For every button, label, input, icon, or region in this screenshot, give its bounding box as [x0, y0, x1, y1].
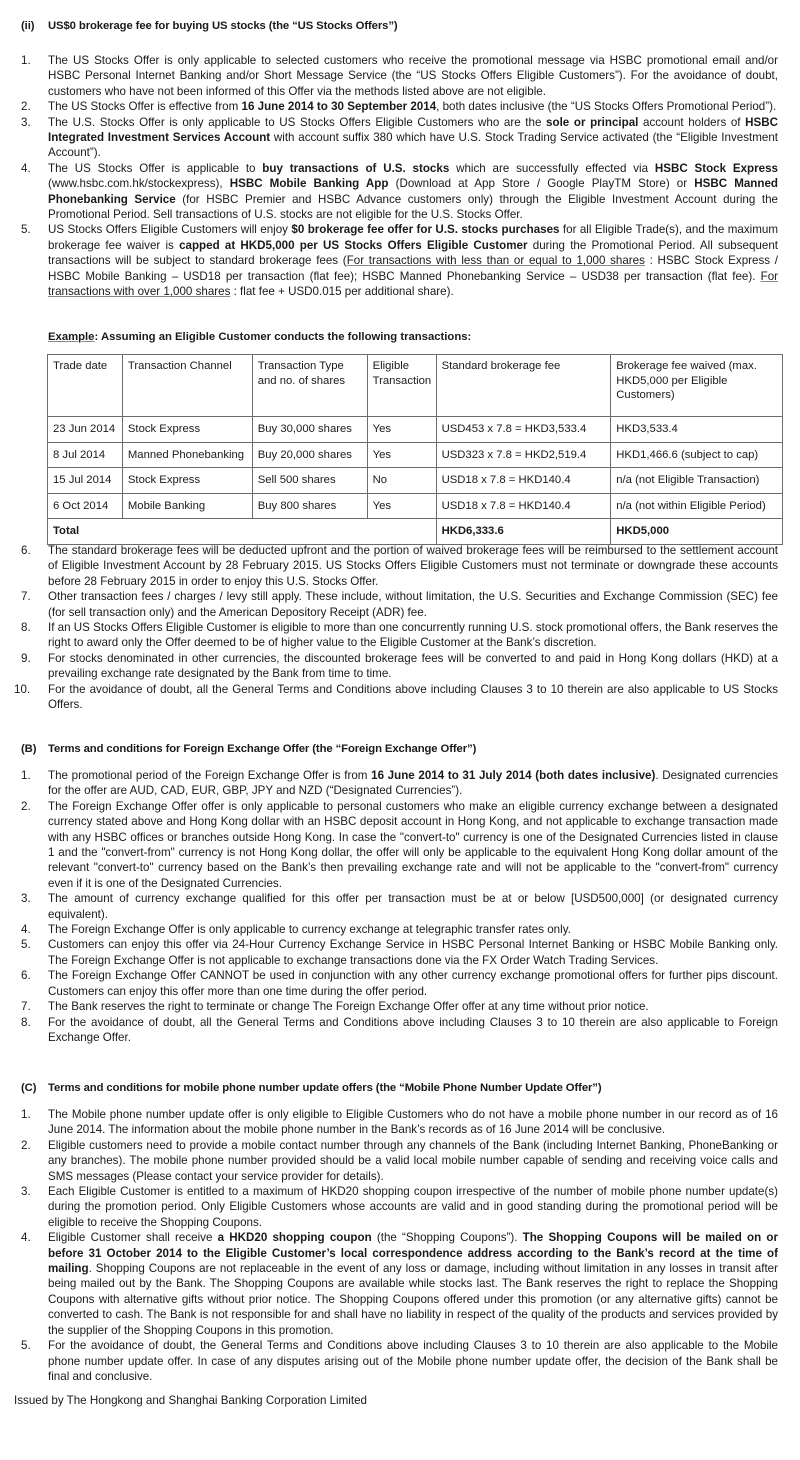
clause-number: 4.: [21, 1231, 31, 1245]
clause-emphasis: capped at HKD5,000 per US Stocks Offers Eligible Customer: [179, 238, 528, 252]
cell-eligible: Yes: [367, 417, 436, 443]
table-row: [48, 493, 783, 519]
clause-item: [0, 1138, 800, 1184]
clause-text: which are successfully effected via: [449, 161, 655, 175]
cell-type: Buy 30,000 shares: [252, 417, 367, 443]
clause-emphasis: buy transactions of U.S. stocks: [262, 161, 450, 175]
cell-eligible: Yes: [367, 493, 436, 519]
clause-item: [0, 1107, 800, 1138]
clause-emphasis: HSBC Integrated Investment Services Account: [48, 115, 779, 145]
clause-emphasis: The Shopping Coupons will be mailed on or before 31 October 2014 to the Eligible Customer’s local correspondence address according to the Bank’s record at the time of mailing: [48, 1231, 778, 1276]
clause-text: The U.S. Stocks Offer is only applicable to US Stocks Offers Eligible Customers who are the: [48, 115, 547, 129]
section-c-clauses: [0, 1107, 800, 1384]
clause-number: 1.: [21, 54, 31, 67]
example-caption: Example: Assuming an Eligible Customer conducts the following transactions:: [48, 331, 472, 343]
clause-item: [0, 1338, 800, 1384]
clause-text: (for HSBC Premier and HSBC Advance customers only) through the Eligible Investment Account during the Promotional Period. Sell transactions of U.S. stocks are not eligible for the U.S. Stocks Offer.: [48, 192, 778, 222]
header-eligible: Eligible Transaction: [367, 355, 436, 417]
clause-number: 7.: [21, 590, 31, 604]
cell-trade-date: 15 Jul 2014: [48, 468, 123, 494]
clause-item: [0, 1015, 800, 1046]
clause-text: If an US Stocks Offers Eligible Customer is eligible to more than one concurrently running U.S. stock promotional offers, the Bank reserves the right to award only the Offer deemed to be of higher value to the Eligible Customer at the Bank’s discretion.: [48, 621, 778, 650]
clause-number: 4.: [21, 923, 31, 937]
clause-emphasis: HSBC Mobile Banking App: [229, 177, 389, 191]
clause-number: 2.: [21, 100, 31, 114]
clause-text: The Bank reserves the right to terminate or change The Foreign Exchange Offer offer at any time without prior notice.: [48, 1000, 649, 1014]
clause-number: 5.: [21, 938, 31, 952]
clause-emphasis: $0 brokerage fee offer for U.S. stocks purchases: [291, 223, 560, 237]
clause-text: (www.hsbc.com.hk/stockexpress),: [48, 177, 230, 191]
clause-text: account holders of: [638, 115, 746, 129]
clause-emphasis: 16 June 2014 to 30 September 2014: [241, 100, 437, 114]
clause-emphasis: a HKD20 shopping coupon: [217, 1231, 372, 1245]
clause-item: [0, 937, 800, 968]
table-row: [48, 442, 783, 468]
header-standard-fee: Standard brokerage fee: [436, 355, 611, 417]
table-row: [48, 417, 783, 443]
clause-text: The US Stocks Offer is only applicable to selected customers who receive the promotional message via HSBC promotional email and/or HSBC Personal Internet Banking and/or Short Message Service (the “US Stocks Offers Eligible Customers”). For the avoidance of doubt, customers who have not been informed of this Offer via the methods listed above are not eligible.: [48, 54, 778, 98]
clause-text: Eligible customers need to provide a mobile contact number through any channels of the Bank (including Internet Banking, PhoneBanking or any branches). The mobile phone number provided should be a valid local mobile number capable of sending and receiving voice calls and SMS messages (Please contact your service provider for details).: [48, 1138, 778, 1183]
cell-standard-fee: USD18 x 7.8 = HKD140.4: [436, 493, 611, 519]
clause-text: The Foreign Exchange Offer is only applicable to currency exchange at telegraphic transfer rates only.: [48, 923, 571, 937]
cell-type: Buy 800 shares: [252, 493, 367, 519]
clause-text: during the Promotional Period. All subsequent transactions will be subject to standard brokerage fees (: [48, 238, 778, 268]
clause-item: [0, 891, 800, 922]
clause-text: for all Eligible Trade(s), and the maximum brokerage fee waiver is: [48, 223, 778, 252]
clause-text: Customers can enjoy this offer via 24-Hour Currency Exchange Service in HSBC Personal Internet Banking or HSBC Mobile Banking only. The Foreign Exchange Offer is not applicable to exchange transactions done via the FX Order Watch Trading Services.: [48, 938, 778, 967]
table-row: [48, 468, 783, 494]
clause-item: [0, 922, 800, 937]
cell-channel: Mobile Banking: [122, 493, 252, 519]
cell-trade-date: 23 Jun 2014: [48, 417, 123, 443]
clause-number: 2.: [21, 1138, 31, 1152]
cell-fee-waived: n/a (not Eligible Transaction): [611, 468, 783, 494]
clause-text: , both dates inclusive (the “US Stocks Offers Promotional Period”).: [436, 100, 777, 114]
clause-emphasis: HSBC Manned Phonebanking Service: [48, 177, 779, 206]
clause-text: The Foreign Exchange Offer offer is only applicable to personal customers who make an eligible currency exchange between a designated currency stated above and Hong Kong dollar with an HSBC deposit account in Hong Kong, and not applicable to exchange transaction made with any HSBC offices or branches outside Hong Kong. In case the "convert-to" currency is one of the Designated Currencies listed in clause 1 and the "convert-from" currency is not Hong Kong dollar, the offer will only be applicable to the equivalent Hong Kong dollar amount of the relevant "convert-to" currency based on the Bank’s then prevailing exchange rate and will not be applicable to the "convert-from" currency even if it is one of the Designated Currencies.: [48, 799, 778, 890]
clause-number: 5.: [21, 1339, 31, 1353]
clause-number: 2.: [21, 799, 31, 813]
cell-standard-fee: USD323 x 7.8 = HKD2,519.4: [436, 442, 611, 468]
table-total-row: [48, 519, 783, 545]
clause-emphasis: sole or principal: [546, 115, 639, 129]
clause-text: : flat fee + USD0.015 per additional share).: [230, 285, 454, 299]
clause-item: [0, 589, 800, 620]
clause-text: The promotional period of the Foreign Exchange Offer is from: [48, 769, 372, 782]
clause-text: with account suffix 380 which have U.S. Stock Trading Service activated (the “Eligible Investment Account”).: [48, 131, 778, 160]
clause-text: The US Stocks Offer is effective from: [48, 100, 242, 114]
section-ii-heading: (ii) US$0 brokerage fee for buying US stocks (the “US Stocks Offers”): [21, 20, 398, 32]
clause-item: [0, 968, 800, 999]
clause-item: [0, 1230, 800, 1338]
clause-number: 4.: [21, 161, 31, 175]
clause-emphasis: 16 June 2014 to 31 July 2014 (both dates inclusive): [371, 769, 656, 782]
cell-fee-waived: HKD1,466.6 (subject to cap): [611, 442, 783, 468]
cell-channel: Manned Phonebanking: [122, 442, 252, 468]
cell-standard-fee: USD453 x 7.8 = HKD3,533.4: [436, 417, 611, 443]
total-standard-fee: HKD6,333.6: [436, 519, 611, 545]
clause-item: [0, 543, 800, 589]
clause-text: For the avoidance of doubt, all the General Terms and Conditions above including Clauses 3 to 10 therein are also applicable to Foreign Exchange Offer.: [48, 1015, 778, 1044]
clause-text: For transactions with less than or equal to 1,000 shares: [346, 254, 645, 268]
clause-number: 1.: [21, 1108, 31, 1121]
cell-trade-date: 8 Jul 2014: [48, 442, 123, 468]
total-fee-waived: HKD5,000: [611, 519, 783, 545]
clause-text: For the avoidance of doubt, all the General Terms and Conditions above including Clauses 3 to 10 therein are also applicable to US Stocks Offers.: [48, 682, 778, 712]
cell-trade-date: 6 Oct 2014: [48, 493, 123, 519]
clause-text: Each Eligible Customer is entitled to a maximum of HKD20 shopping coupon irrespective of the number of mobile phone number update(s) during the promotion period. Only Eligible Customers whose accounts are valid and in good standing during the promotional period will be eligible to receive the Shopping Coupons.: [48, 1185, 778, 1229]
header-channel: Transaction Channel: [122, 355, 252, 417]
header-trade-date: Trade date: [48, 355, 123, 417]
clause-item: [0, 682, 800, 713]
clause-text: (the “Shopping Coupons”).: [371, 1231, 523, 1245]
cell-type: Sell 500 shares: [252, 468, 367, 494]
example-transactions-table: [47, 354, 783, 545]
clause-text: The amount of currency exchange qualified for this offer per transaction must be at or below [USD500,000] (or designated currency equivalent).: [48, 892, 778, 921]
cell-channel: Stock Express: [122, 417, 252, 443]
clause-number: 7.: [21, 1000, 31, 1014]
total-label: Total: [48, 519, 437, 545]
section-b-clauses: [0, 768, 800, 1045]
clause-text: For the avoidance of doubt, the General Terms and Conditions above including Clauses 3 to 10 therein are also applicable to the Mobile phone number update offer. In case of any disputes arising out of the Mobile phone number update offer, the decision of the Bank shall be final and conclusive.: [48, 1339, 778, 1383]
issuer-footer: Issued by The Hongkong and Shanghai Banking Corporation Limited: [14, 1394, 367, 1407]
clause-item: [0, 115, 800, 161]
cell-channel: Stock Express: [122, 468, 252, 494]
clause-item: [0, 53, 800, 99]
clause-text: Eligible Customer shall receive: [48, 1231, 218, 1245]
clause-text: US Stocks Offers Eligible Customers will enjoy: [48, 223, 292, 237]
clause-text: . Shopping Coupons are not replaceable in the event of any loss or damage, including without limitation in any losses in transit after being mailed out by the Bank. The Shopping Coupons are available while stocks last. The Bank reserves the right to replace the Shopping Coupons with alternative gifts without prior notice. The Shopping Coupons offered under this promotion (or any alternative gifts) cannot be converted to cash. The Bank is not responsible for and shall have no liability in respect of the quality of the products and services provided by the supplier of the Shopping Coupons in this promotion.: [48, 1262, 778, 1337]
clause-emphasis: HSBC Stock Express: [654, 161, 778, 175]
clause-number: 3.: [21, 115, 31, 129]
clause-number: 8.: [21, 1015, 31, 1029]
clause-item: [0, 620, 800, 651]
clause-number: 5.: [21, 223, 31, 237]
section-ii-clauses: [0, 53, 800, 300]
table-header-row: [48, 355, 783, 417]
header-type: Transaction Type and no. of shares: [252, 355, 367, 417]
clause-item: [0, 222, 800, 299]
cell-fee-waived: n/a (not within Eligible Period): [611, 493, 783, 519]
clause-number: 1.: [21, 769, 31, 782]
cell-eligible: No: [367, 468, 436, 494]
clause-item: [0, 999, 800, 1014]
clause-number: 3.: [21, 1185, 31, 1199]
clause-item: [0, 799, 800, 891]
clause-text: (Download at App Store / Google PlayTM Store) or: [388, 177, 695, 191]
clause-text: For stocks denominated in other currencies, the discounted brokerage fees will be converted to and paid in Hong Kong dollars (HKD) at a prevailing exchange rate designated by the Bank from time to time.: [48, 651, 778, 681]
cell-fee-waived: HKD3,533.4: [611, 417, 783, 443]
header-fee-waived: Brokerage fee waived (max. HKD5,000 per Eligible Customers): [611, 355, 783, 417]
clause-number: 6.: [21, 969, 31, 983]
clause-item: [0, 651, 800, 682]
clause-text: The Foreign Exchange Offer CANNOT be used in conjunction with any other currency exchange promotional offers for further pips discount. Customers can enjoy this offer more than one time during the offer period.: [48, 969, 778, 998]
section-ii-clauses-continued: [0, 543, 800, 712]
clause-number: 6.: [21, 544, 31, 557]
clause-text: . Designated currencies for the offer are AUD, CAD, EUR, GBP, JPY and NZD (“Designated Currencies”).: [48, 769, 779, 798]
clause-number: 8.: [21, 621, 31, 635]
cell-eligible: Yes: [367, 442, 436, 468]
section-b-heading: (B) Terms and conditions for Foreign Exchange Offer (the “Foreign Exchange Offer”): [21, 743, 477, 755]
clause-item: [0, 1184, 800, 1230]
clause-item: [0, 99, 800, 114]
clause-text: The Mobile phone number update offer is only eligible to Eligible Customers who do not have a mobile phone number in our record as of 16 June 2014. The information about the mobile phone number in the Bank’s records as of 16 June 2014 will be conclusive.: [48, 1108, 778, 1137]
clause-number: 9.: [21, 651, 31, 665]
clause-text: For transactions with over 1,000 shares: [48, 269, 778, 299]
clause-text: The US Stocks Offer is applicable to: [48, 161, 263, 175]
cell-type: Buy 20,000 shares: [252, 442, 367, 468]
section-c-heading: (C) Terms and conditions for mobile phone number update offers (the “Mobile Phone Number Update Offer”): [21, 1082, 602, 1094]
clause-text: Other transaction fees / charges / levy still apply. These include, without limitation, the U.S. Securities and Exchange Commission (SEC) fee (for sell transaction only) and the American Depository Receipt (ADR) fee.: [48, 590, 778, 619]
cell-standard-fee: USD18 x 7.8 = HKD140.4: [436, 468, 611, 494]
clause-item: [0, 768, 800, 799]
clause-number: 3.: [21, 892, 31, 906]
clause-text: The standard brokerage fees will be deducted upfront and the portion of waived brokerage fees will be reimbursed to the settlement account of Eligible Investment Account by 28 February 2015. US Stocks Offers Eligible Customers must not terminate or downgrade these accounts before 28 February 2015 in order to enjoy this U.S. Stocks Offer.: [48, 544, 778, 588]
clause-text: : HSBC Stock Express / HSBC Mobile Banking – USD18 per transaction (flat fee); HSBC Manned Phonebanking Service – USD38 per transaction (flat fee).: [48, 254, 778, 283]
clause-item: [0, 161, 800, 223]
clause-number: 10.: [14, 682, 31, 696]
